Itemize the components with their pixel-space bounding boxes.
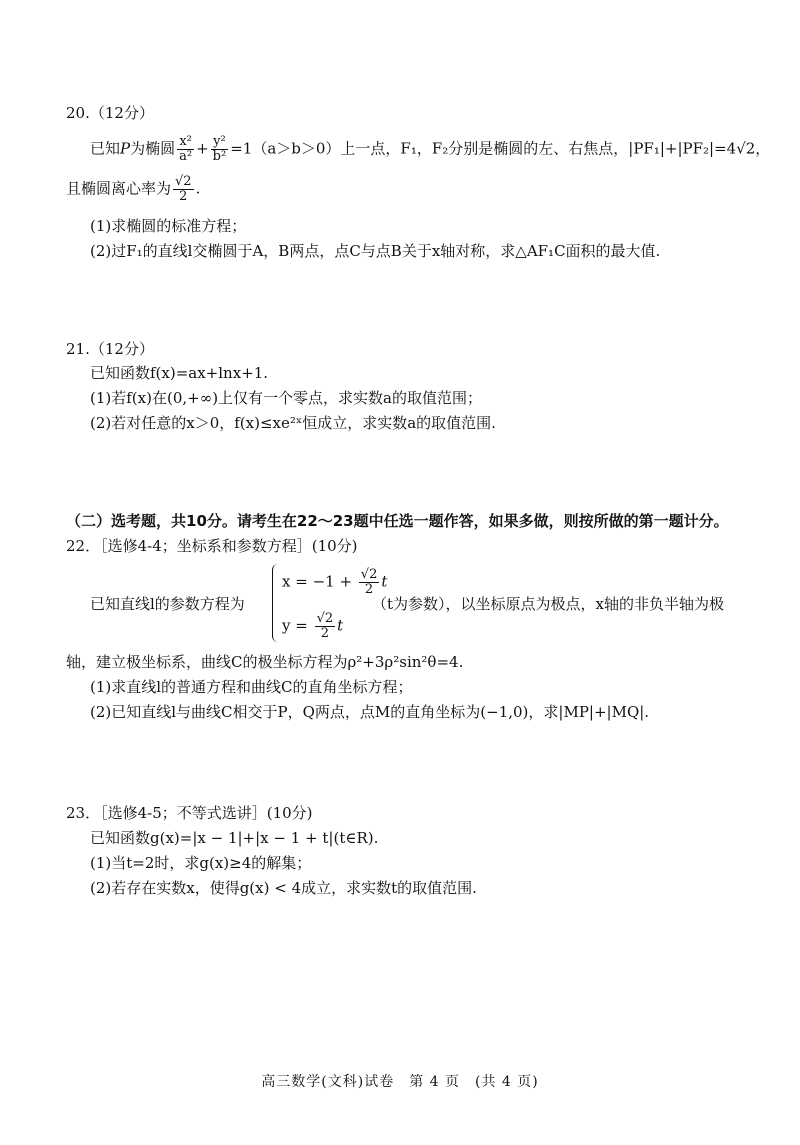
q22-eq1-b: t	[381, 572, 388, 591]
q20-frac-y	[211, 135, 229, 164]
q22-eq2-den: 2	[320, 626, 330, 641]
page-footer: 高三数学(文科)试卷 第 4 页 (共 4 页)	[261, 1074, 539, 1090]
q20-part2: (2)过F₁的直线l交椭圆于A，B两点，点C与点B关于x轴对称，求△AF₁C面积的最大值.	[90, 242, 661, 260]
q22-eq2-frac	[315, 612, 336, 641]
q22-eq2-b: t	[337, 616, 344, 635]
q22-eq2-a: y =	[282, 616, 313, 635]
q20-part1: (1)求椭圆的标准方程；	[90, 217, 247, 235]
q21-part1: (1)若f(x)在(0,+∞)上仅有一个零点，求实数a的取值范围；	[90, 389, 482, 407]
q21-header: 21.（12分）	[66, 340, 154, 358]
q20-frac-x	[177, 135, 194, 164]
q22-part1: (1)求直线l的普通方程和曲线C的直角坐标方程；	[90, 678, 413, 696]
q22-line2: 轴，建立极坐标系，曲线C的极坐标方程为ρ²+3ρ²sin²θ=4.	[66, 653, 464, 671]
q22-l1-a: 已知直线l的参数方程为	[90, 595, 245, 613]
q20-l2-a: 且椭圆离心率为	[66, 179, 172, 198]
q21-line1: 已知函数f(x)=ax+lnx+1.	[90, 364, 269, 382]
q20-frac-e-num: √2	[175, 174, 192, 189]
q20-frac-e-den: 2	[179, 189, 188, 204]
q21-part2: (2)若对任意的x＞0，f(x)≤xe²ˣ恒成立，求实数a的取值范围.	[90, 414, 496, 432]
q20-l1-d: =1（a＞b＞0）上一点，F₁，F₂分别是椭圆的左、右焦点，	[230, 139, 629, 158]
q22-eq1-frac	[359, 568, 380, 597]
q22-eq1-num: √2	[360, 567, 378, 582]
q20-frac-y-num: y²	[213, 134, 226, 149]
q20-line1	[90, 135, 770, 164]
q20-plus: +	[196, 139, 209, 158]
q20-l1-b: P	[120, 139, 131, 158]
q20-l1-e: |PF₁|+|PF₂|=4√2，	[628, 139, 771, 158]
q20-l1-a: 已知	[90, 139, 121, 158]
q22-eq2-num: √2	[316, 611, 334, 626]
q20-frac-y-den: b²	[212, 149, 227, 164]
q22-header: 22．［选修4-4；坐标系和参数方程］(10分)	[66, 537, 358, 555]
section-header: （二）选考题，共10分。请考生在22～23题中任选一题作答，如果多做，则按所做的第一题计分。	[66, 512, 729, 530]
q22-brace	[272, 564, 281, 642]
q20-header: 20.（12分）	[66, 104, 154, 122]
q20-line2	[66, 175, 200, 204]
q22-eq1	[282, 568, 387, 597]
q23-line1: 已知函数g(x)=|x − 1|+|x − 1 + t|(t∈R).	[90, 829, 379, 847]
q23-part2: (2)若存在实数x，使得g(x) < 4成立，求实数t的取值范围.	[90, 879, 477, 897]
q20-l2-b: .	[195, 179, 201, 198]
q22-eq1-a: x = −1 +	[282, 572, 357, 591]
q22-l1-b: （t为参数），以坐标原点为极点，x轴的非负半轴为极	[372, 595, 724, 613]
q22-eq2	[282, 612, 343, 641]
q20-l1-c: 为椭圆	[130, 139, 176, 158]
q20-frac-e	[173, 175, 194, 204]
q23-header: 23．［选修4-5；不等式选讲］(10分)	[66, 804, 313, 822]
q20-frac-x-den: a²	[179, 149, 193, 164]
q20-frac-x-num: x²	[179, 134, 192, 149]
q23-part1: (1)当t=2时，求g(x)≥4的解集；	[90, 854, 312, 872]
q22-part2: (2)已知直线l与曲线C相交于P，Q两点，点M的直角坐标为(−1,0)，求|MP|+|MQ|.	[90, 703, 650, 721]
q22-eq1-den: 2	[364, 582, 374, 597]
